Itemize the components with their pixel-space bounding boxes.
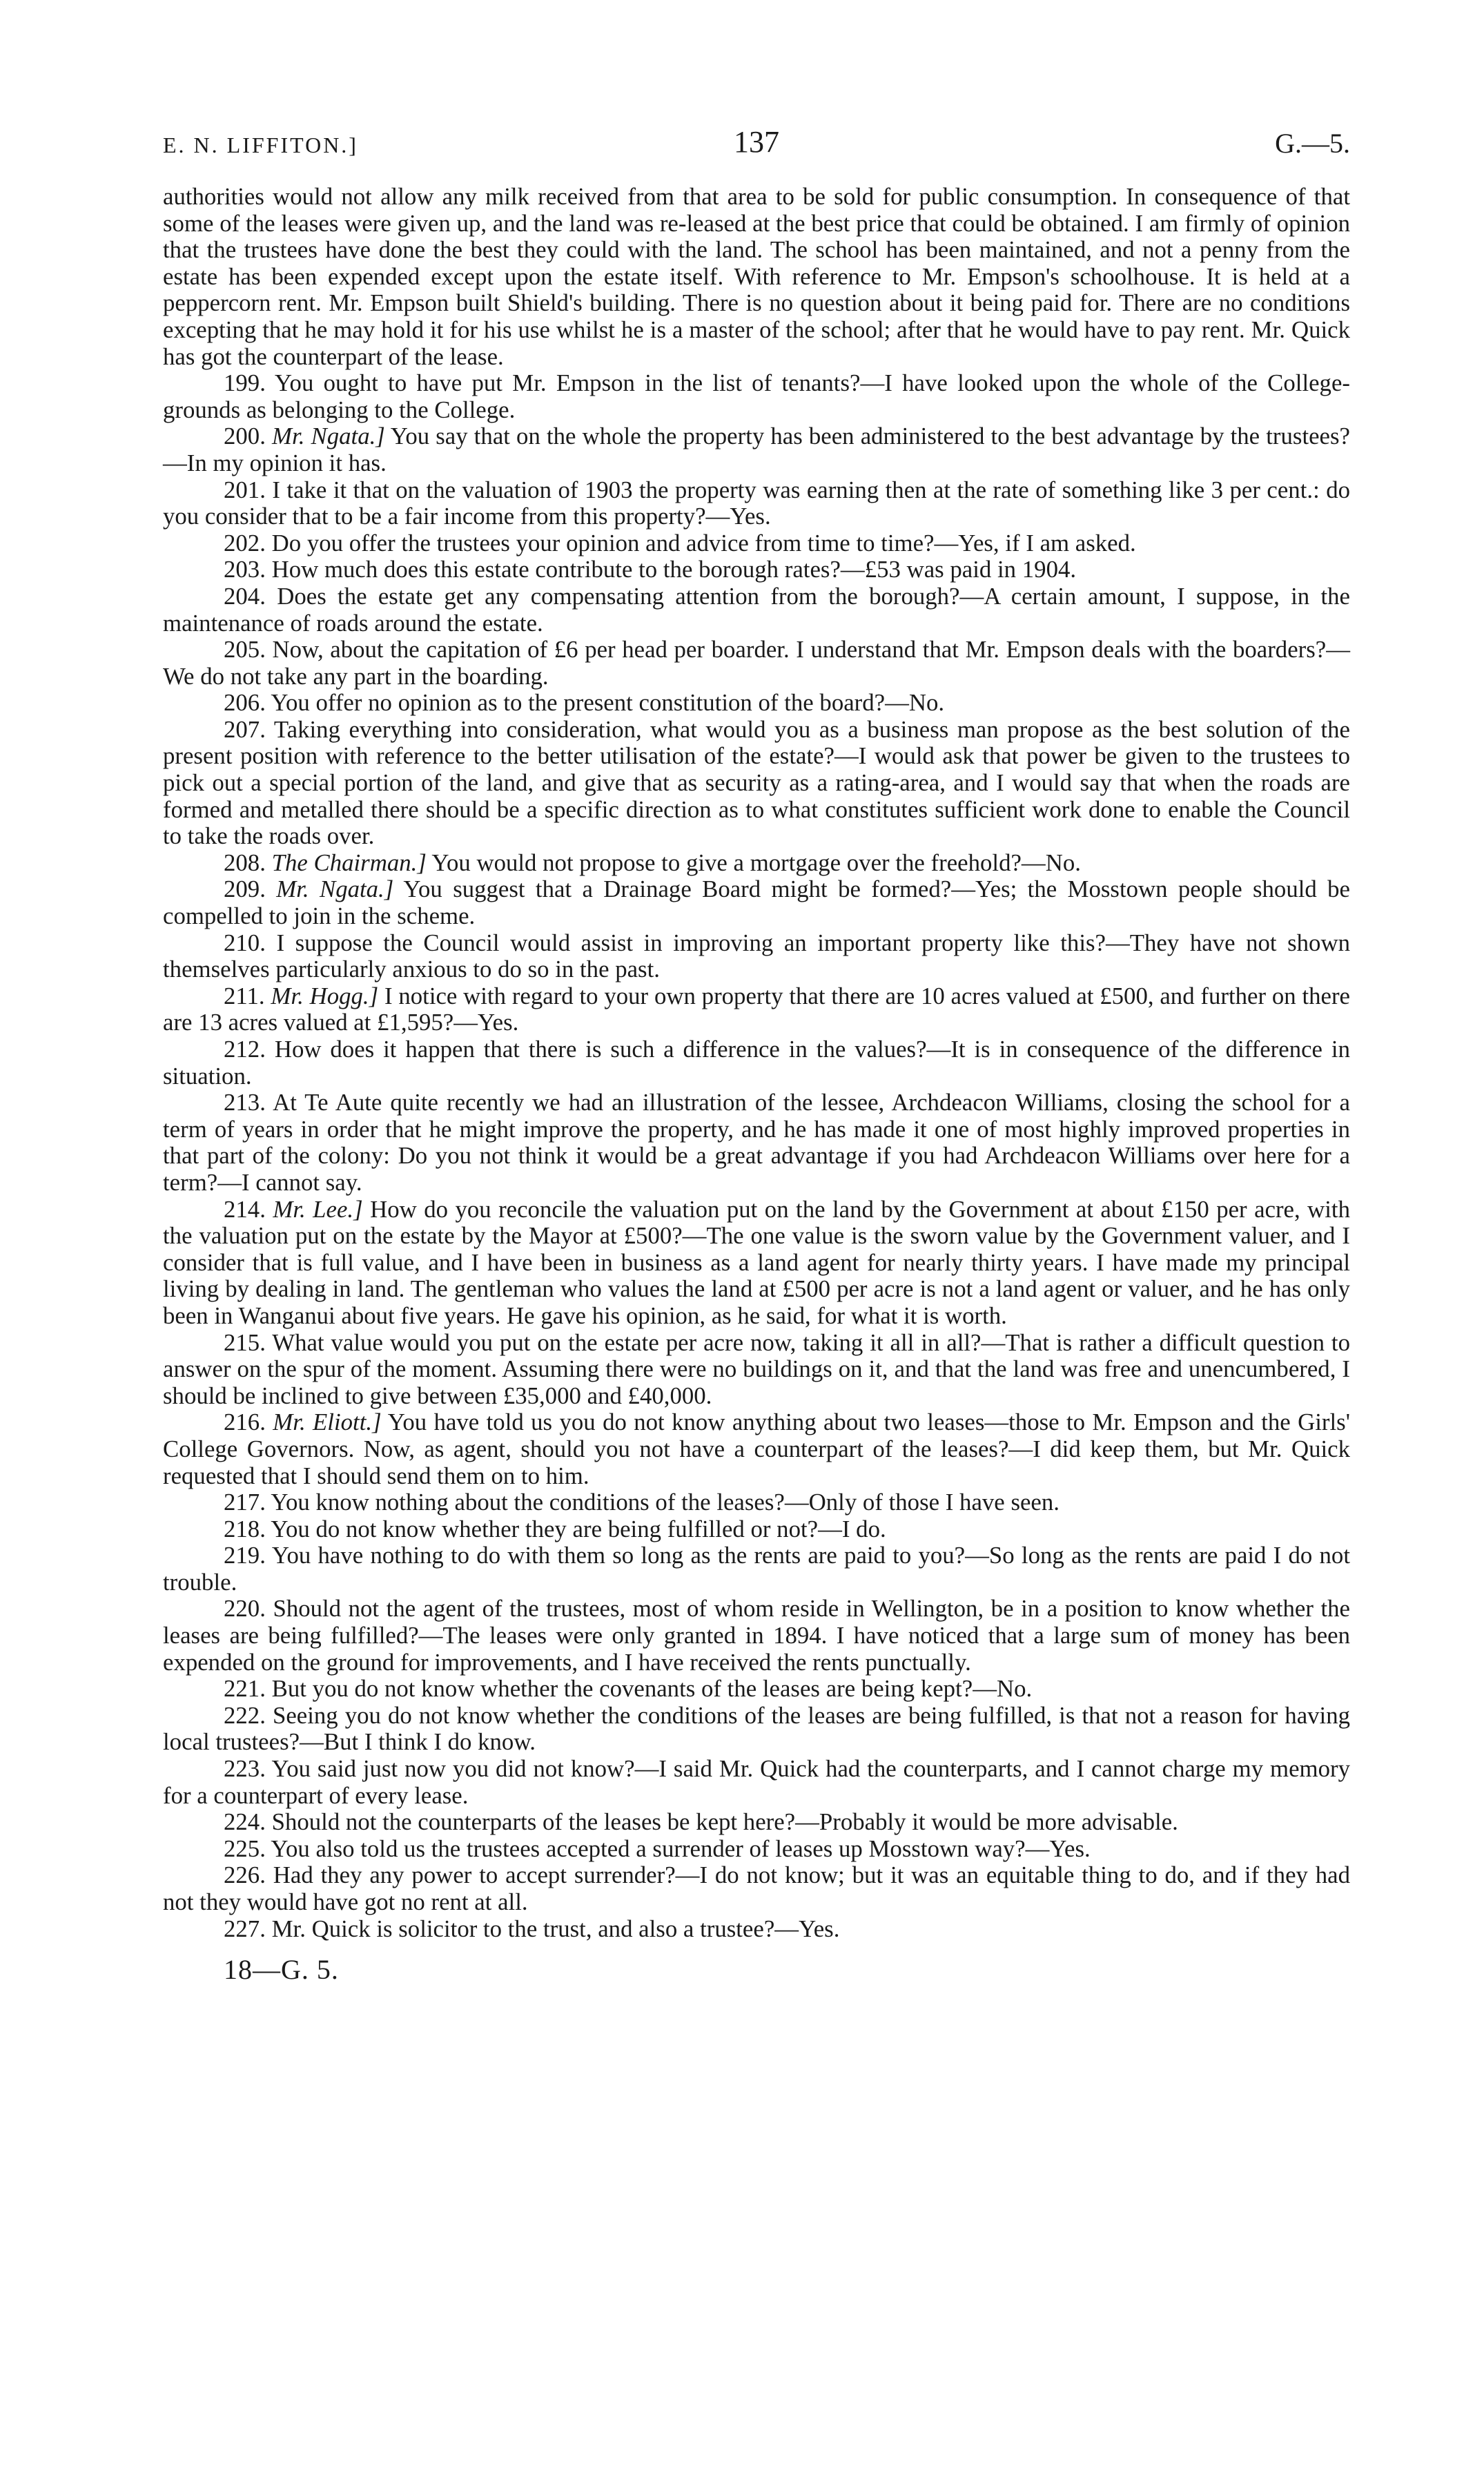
question-paragraph [163,530,1350,557]
question-text: You offer no opinion as to the present constitution of the board?—No. [271,689,945,717]
question-text: How does it happen that there is such a difference in the values?—It is in consequence of the difference in situation. [163,1036,1350,1090]
question-text: I notice with regard to your own property that there are 10 acres valued at £500, and further on there are 13 acres valued at £1,595?—Yes. [163,982,1351,1036]
question-paragraph [163,1542,1350,1596]
question-text: Now, about the capitation of £6 per head per boarder. I understand that Mr. Empson deals with the boarders?—We do not take any part in the boarding. [163,636,1351,690]
question-text: You ought to have put Mr. Empson in the list of tenants?—I have looked upon the whole of the College-grounds as belonging to the College. [163,369,1350,423]
question-paragraph [163,557,1350,583]
question-paragraph [163,1836,1350,1863]
question-number: 222. [224,1701,266,1729]
question-number: 200. [224,423,266,450]
question-text: You say that on the whole the property has been administered to the best advantage by the trustees?—In my opinion it has. [163,423,1350,476]
question-number: 208. [224,849,266,876]
question-number: 201. [224,476,266,503]
question-text: Do you offer the trustees your opinion and advice from time to time?—Yes, if I am asked. [271,529,1136,557]
question-paragraph [163,690,1350,717]
speaker-name: Mr. Ngata.] [276,875,394,903]
question-number: 202. [224,529,266,557]
question-number: 225. [224,1835,266,1862]
question-number: 211. [224,982,265,1009]
speaker-name: The Chairman.] [271,849,427,876]
question-text: Had they any power to accept surrender?—I do not know; but it was an equitable thing to do, and if they had not they would have got no rent at all. [163,1861,1350,1915]
question-number: 221. [224,1675,266,1703]
question-text: Should not the agent of the trustees, most of whom reside in Wellington, be in a position to know whether the leases are being fulfilled?—The leases were only granted in 1894. I have noticed that a large sum of money has been expended on the ground for improvements, and I have received the rents punctually. [163,1595,1350,1676]
question-number: 206. [224,689,266,717]
question-paragraph [163,1596,1350,1676]
question-text: You have told us you do not know anything about two leases—those to Mr. Empson and the Girls' College Governors. Now, as agent, should you not have a counterpart of the leases?—I did keep them, but Mr. Quick requested that I should send them on to him. [163,1409,1350,1489]
question-paragraph [163,1330,1350,1410]
question-paragraph [163,370,1350,423]
question-paragraph [163,1676,1350,1703]
question-paragraph [163,1197,1350,1330]
page-header [163,124,1350,173]
question-number: 207. [224,715,266,743]
question-paragraph [163,983,1350,1036]
question-text: You suggest that a Drainage Board might be formed?—Yes; the Mosstown people should be compelled to join in the scheme. [163,875,1350,930]
question-paragraph [163,637,1350,690]
signature-mark: 18—G. 5. [224,1954,339,1986]
question-text: How do you reconcile the valuation put on the land by the Government at about £150 per acre, with the valuation put on the estate by the Mayor at £500?—The one value is the sworn value by the Government valuer, and I consider that is full value, and I have been in business as a land agent for nearly thirty years. I have made my principal living by dealing in land. The gentleman who values the land at £500 per acre is not a land agent or valuer, and he has only been in Wanganui about five years. He gave his opinion, as he said, for what it is worth. [163,1195,1351,1329]
document-page [163,124,1350,1986]
question-text: Seeing you do not know whether the conditions of the leases are being fulfilled, is that not a reason for having local trustees?—But I think I do know. [163,1701,1351,1756]
question-paragraph [163,1036,1350,1090]
question-number: 205. [224,636,266,664]
question-paragraph [163,876,1350,929]
question-number: 203. [224,556,266,583]
question-text: At Te Aute quite recently we had an illustration of the lessee, Archdeacon Williams, closing the school for a term of years in order that he might improve the property, and he has made it one of most highly improved properties in that part of the colony: Do you not think it would be a great advantage if you had Archdeacon Williams over here for a term?—I cannot say. [163,1089,1350,1196]
question-text: Should not the counterparts of the leases be kept here?—Probably it would be more advisable. [271,1808,1178,1836]
question-text: You also told us the trustees accepted a surrender of leases up Mosstown way?—Yes. [271,1835,1091,1862]
intro-paragraph: authorities would not allow any milk received from that area to be sold for public consumption. In consequence of that some of the leases were given up, and the land was re-leased at the best price that could be obtained. I am firmly of opinion that the trustees have done the best they could with the land. The school has been maintained, and not a penny from the estate has been expended except upon the estate itself. With reference to Mr. Empson's schoolhouse. It is held at a peppercorn rent. Mr. Empson built Shield's building. There is no question about it being paid for. There are no conditions excepting that he may hold it for his use whilst he is a master of the school; after that he would have to pay rent. Mr. Quick has got the counterpart of the lease. [163,183,1350,370]
question-paragraph [163,1809,1350,1836]
question-paragraph [163,1409,1350,1489]
question-text: I take it that on the valuation of 1903 the property was earning then at the rate of something like 3 per cent.: do you consider that to be a fair income from this property?—Yes. [163,476,1350,530]
question-number: 214. [224,1195,266,1223]
question-paragraph [163,423,1350,476]
question-number: 215. [224,1328,266,1356]
question-text: Does the estate get any compensating attention from the borough?—A certain amount, I suppose, in the maintenance of roads around the estate. [163,582,1351,637]
question-paragraph [163,477,1350,530]
question-text: You would not propose to give a mortgage over the freehold?—No. [431,849,1081,876]
question-text: Taking everything into consideration, what would you as a business man propose as the best solution of the present position with reference to the better utilisation of the estate?—I would ask that power be given to the trustees to pick out a special portion of the land, and give that as security as a rating-area, and I would say that when the roads are formed and metalled there should be a specific direction as to what constitutes sufficient work done to enable the Council to take the roads over. [163,715,1350,850]
question-number: 220. [224,1595,266,1623]
question-number: 217. [224,1489,266,1516]
question-text: How much does this estate contribute to the borough rates?—£53 was paid in 1904. [271,556,1077,583]
speaker-name: Mr. Ngata.] [272,423,385,450]
question-paragraph [163,1916,1350,1943]
question-text: I suppose the Council would assist in improving an important property like this?—They have not shown themselves particularly anxious to do so in the past. [163,929,1350,983]
question-text: What value would you put on the estate per acre now, taking it all in all?—That is rather a difficult question to answer on the spur of the moment. Assuming there were no buildings on it, and that the land was free and unencumbered, I should be inclined to give between £35,000 and £40,000. [163,1328,1350,1409]
document-body [163,184,1350,1942]
question-number: 209. [224,875,266,903]
question-paragraph [163,1489,1350,1516]
question-number: 216. [224,1409,266,1436]
question-number: 210. [224,929,266,956]
question-text: You said just now you did not know?—I said Mr. Quick had the counterparts, and I cannot charge my memory for a counterpart of every lease. [163,1755,1350,1809]
question-paragraph [163,1090,1350,1196]
question-paragraph [163,1516,1350,1543]
question-paragraph [163,930,1350,983]
speaker-name: Mr. Lee.] [273,1195,363,1223]
question-number: 224. [224,1808,266,1836]
question-number: 223. [224,1755,266,1783]
document-code: G.—5. [1275,128,1350,159]
question-number: 212. [224,1036,266,1063]
question-text: But you do not know whether the covenants of the leases are being kept?—No. [271,1675,1033,1703]
question-number: 219. [224,1542,266,1569]
witness-name: E. N. LIFFITON.] [163,133,358,157]
question-number: 199. [224,369,266,397]
question-text: You have nothing to do with them so long as the rents are paid to you?—So long as the rents are paid I do not trouble. [163,1542,1350,1596]
question-number: 204. [224,582,266,610]
page-number: 137 [734,125,779,159]
question-text: You know nothing about the conditions of the leases?—Only of those I have seen. [271,1489,1060,1516]
question-number: 213. [224,1089,266,1116]
question-number: 227. [224,1915,266,1942]
speaker-name: Mr. Hogg.] [271,982,379,1009]
question-number: 226. [224,1861,266,1889]
question-paragraph [163,1862,1350,1915]
question-paragraph [163,583,1350,637]
question-number: 218. [224,1515,266,1542]
question-paragraph [163,850,1350,877]
question-paragraph [163,1703,1350,1756]
question-text: Mr. Quick is solicitor to the trust, and also a trustee?—Yes. [271,1915,840,1942]
question-paragraph [163,717,1350,850]
question-paragraph [163,1756,1350,1809]
question-text: You do not know whether they are being fulfilled or not?—I do. [271,1515,886,1542]
speaker-name: Mr. Eliott.] [273,1409,382,1436]
